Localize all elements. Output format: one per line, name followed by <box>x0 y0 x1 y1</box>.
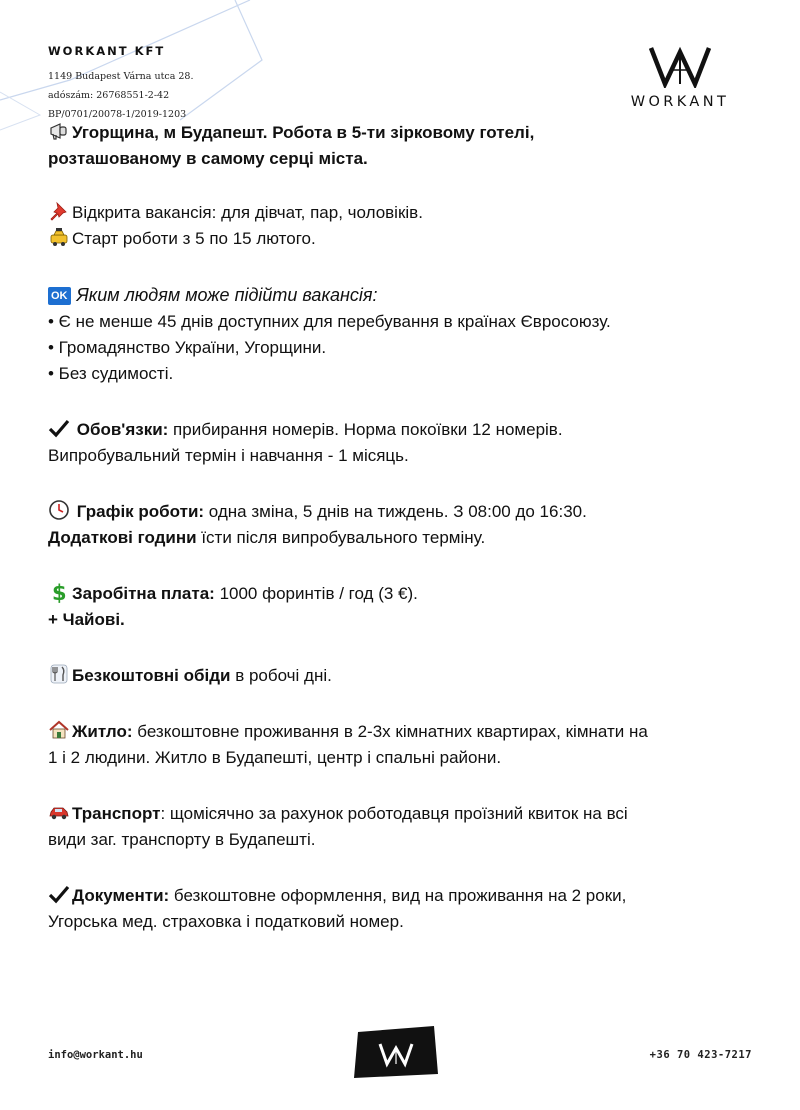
transport-label: Транспорт <box>72 804 161 823</box>
start-text: Старт роботи з 5 по 15 лютого. <box>72 229 316 248</box>
company-tax-id: adószám: 26768551-2-42 <box>48 90 170 101</box>
extra-hours-label: Додаткові години <box>48 528 197 547</box>
dollar-icon <box>48 581 70 603</box>
schedule-label: Графік роботи: <box>76 502 205 521</box>
headline-line1: Угорщина, м Будапешт. Робота в 5-ти зірковому готелі, <box>72 123 535 142</box>
housing-text: безкоштовне проживання в 2-3х кімнатних квартирах, кімнати на <box>132 722 648 741</box>
vacancy-open-line <box>48 200 758 226</box>
housing-line2: 1 і 2 людини. Житло в Будапешті, центр і спальні райони. <box>48 748 502 767</box>
duties-line2: Випробувальний термін і навчання - 1 місяць. <box>48 446 409 465</box>
duties-text: прибирання номерів. Норма покоївки 12 номерів. <box>168 420 563 439</box>
taxi-icon <box>48 226 70 248</box>
transport-line2: види заг. транспорту в Будапешті. <box>48 830 316 849</box>
salary-line <box>48 581 758 633</box>
ok-badge-icon: OK <box>48 287 71 305</box>
meals-label: Безкоштовні обіди <box>72 666 231 685</box>
documents-line <box>48 883 758 935</box>
svg-text:$: $ <box>52 581 67 603</box>
housing-line <box>48 719 758 771</box>
company-address: 1149 Budapest Várna utca 28. <box>48 71 194 82</box>
pushpin-icon <box>48 200 70 222</box>
duties-label: Обов'язки: <box>76 420 169 439</box>
vacancy-content <box>48 120 758 935</box>
house-icon <box>48 719 70 741</box>
documents-text: безкоштовне оформлення, вид на проживання на 2 роки, <box>169 886 627 905</box>
footer-email[interactable]: info@workant.hu <box>48 1049 143 1061</box>
requirement-item: • Громадянство України, Угорщини. <box>48 338 327 357</box>
tips-text: + Чайові. <box>48 610 125 629</box>
vacancy-open-text: Відкрита вакансія: для дівчат, пар, чоловіків. <box>72 203 423 222</box>
documents-label: Документи: <box>72 886 170 905</box>
start-line <box>48 226 758 252</box>
requirement-item: • Є не менше 45 днів доступних для перебування в країнах Євросоюзу. <box>48 312 611 331</box>
requirement-item: • Без судимості. <box>48 364 174 383</box>
salary-text: 1000 форинтів / год (3 €). <box>214 584 418 603</box>
logo-word: WORKANT <box>630 94 730 110</box>
housing-label: Житло: <box>72 722 133 741</box>
suitable-title: Яким людям може підійти вакансія: <box>76 285 378 305</box>
meals-text: в робочі дні. <box>230 666 332 685</box>
headline <box>48 120 758 172</box>
footer-logo-icon <box>350 1022 442 1082</box>
schedule-text: одна зміна, 5 днів на тиждень. З 08:00 до 16:30. <box>204 502 587 521</box>
suitable-title-line <box>48 282 758 309</box>
checkmark-icon <box>48 417 70 439</box>
headline-line2: розташованому в самому серці міста. <box>48 149 368 168</box>
fork-knife-icon <box>48 663 70 685</box>
megaphone-icon <box>48 120 70 142</box>
duties-line <box>48 417 758 469</box>
extra-hours-text: їсти після випробувального терміну. <box>196 528 486 547</box>
schedule-line <box>48 499 758 551</box>
meals-line <box>48 663 758 689</box>
company-name: WORKANT KFT <box>48 44 166 58</box>
car-icon <box>48 801 70 823</box>
company-info <box>48 44 194 124</box>
company-license: BP/0701/20078-1/2019-1203 <box>48 109 187 120</box>
documents-line2: Угорська мед. страховка і податковий номер. <box>48 912 404 931</box>
clock-icon <box>48 499 70 521</box>
workant-logo <box>618 44 742 110</box>
checkmark-icon <box>48 883 70 905</box>
transport-text: : щомісячно за рахунок роботодавця проїзний квиток на всі <box>160 804 628 823</box>
logo-mark-icon <box>649 44 711 88</box>
transport-line <box>48 801 758 853</box>
footer-phone[interactable]: +36 70 423-7217 <box>649 1049 752 1061</box>
salary-label: Заробітна плата: <box>72 584 215 603</box>
